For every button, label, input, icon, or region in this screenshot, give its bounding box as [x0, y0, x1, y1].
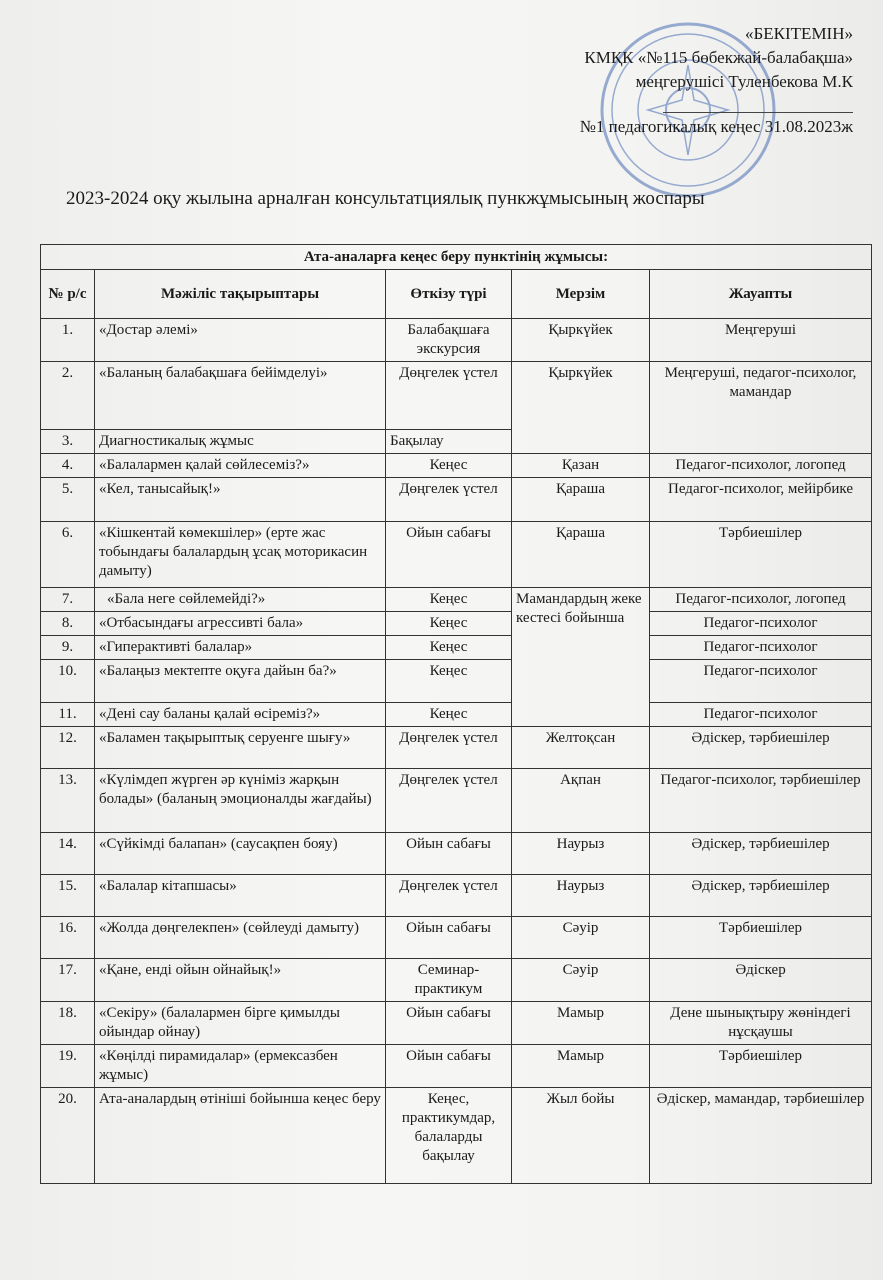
row-form: Ойын сабағы [386, 522, 512, 588]
row-form: Ойын сабағы [386, 1045, 512, 1088]
row-date: Сәуір [512, 959, 650, 1002]
row-responsible: Әдіскер, мамандар, тәрбиешілер [650, 1088, 872, 1184]
row-topic: «Бала неге сөйлемейді?» [95, 588, 386, 612]
row-num: 12. [41, 727, 95, 769]
table-row [41, 917, 872, 959]
row-responsible: Педагог-психолог, тәрбиешілер [650, 769, 872, 833]
col-header-responsible: Жауапты [650, 270, 872, 319]
row-responsible: Дене шынықтыру жөніндегі нұсқаушы [650, 1002, 872, 1045]
row-num: 2. [41, 362, 95, 430]
row-num: 15. [41, 875, 95, 917]
row-responsible: Меңгеруші, педагог-психолог, мамандар [650, 362, 872, 454]
row-form: Дөңгелек үстел [386, 769, 512, 833]
table-row [41, 727, 872, 769]
row-num: 18. [41, 1002, 95, 1045]
row-topic: «Отбасындағы агрессивті бала» [95, 612, 386, 636]
table-row [41, 769, 872, 833]
row-topic: «Балалармен қалай сөйлесеміз?» [95, 454, 386, 478]
row-responsible: Педагог-психолог [650, 612, 872, 636]
row-date: Қазан [512, 454, 650, 478]
approval-head-line: меңгерушісі Туленбекова М.К [635, 72, 853, 91]
row-num: 4. [41, 454, 95, 478]
row-form: Семинар-практикум [386, 959, 512, 1002]
row-date: Наурыз [512, 875, 650, 917]
row-num: 10. [41, 660, 95, 703]
col-header-num: № р/с [41, 270, 95, 319]
table-row [41, 703, 872, 727]
approval-heading: «БЕКІТЕМІН» [745, 24, 853, 43]
row-date: Ақпан [512, 769, 650, 833]
table-row [41, 588, 872, 612]
row-topic: «Балаңыз мектепте оқуға дайын ба?» [95, 660, 386, 703]
row-topic: Диагностикалық жұмыс [95, 430, 386, 454]
row-topic: «Қане, енді ойын ойнайық!» [95, 959, 386, 1002]
row-date: Қыркүйек [512, 319, 650, 362]
row-topic: «Гиперактивті балалар» [95, 636, 386, 660]
row-date: Мамыр [512, 1045, 650, 1088]
row-responsible: Әдіскер, тәрбиешілер [650, 727, 872, 769]
row-num: 3. [41, 430, 95, 454]
table-row [41, 833, 872, 875]
row-num: 1. [41, 319, 95, 362]
table-row [41, 1045, 872, 1088]
row-date: Қараша [512, 522, 650, 588]
row-responsible: Әдіскер, тәрбиешілер [650, 875, 872, 917]
document-title: 2023-2024 оқу жылына арналған консультатциялық пункжұмысының жоспары [66, 188, 705, 209]
row-responsible: Педагог-психолог [650, 703, 872, 727]
col-header-topic: Мәжіліс тақырыптары [95, 270, 386, 319]
row-responsible: Педагог-психолог [650, 660, 872, 703]
table-row [41, 1002, 872, 1045]
approval-council: №1 педагогикалық кеңес 31.08.2023ж [579, 117, 853, 136]
row-form: Ойын сабағы [386, 833, 512, 875]
row-date: Наурыз [512, 833, 650, 875]
table-row [41, 612, 872, 636]
row-responsible: Тәрбиешілер [650, 522, 872, 588]
row-responsible: Педагог-психолог [650, 636, 872, 660]
row-responsible: Әдіскер, тәрбиешілер [650, 833, 872, 875]
row-num: 11. [41, 703, 95, 727]
row-num: 16. [41, 917, 95, 959]
table-row [41, 660, 872, 703]
row-form: Кеңес [386, 454, 512, 478]
row-topic: «Кел, танысайық!» [95, 478, 386, 522]
row-topic: «Жолда дөңгелекпен» (сөйлеуді дамыту) [95, 917, 386, 959]
table-row [41, 362, 872, 430]
row-topic: «Кішкентай көмекшілер» (ерте жас тобындағы балалардың ұсақ моторикасин дамыту) [95, 522, 386, 588]
row-topic: «Баламен тақырыптық серуенге шығу» [95, 727, 386, 769]
row-form: Ойын сабағы [386, 917, 512, 959]
row-form: Бақылау [386, 430, 512, 454]
row-num: 20. [41, 1088, 95, 1184]
row-form: Кеңес [386, 588, 512, 612]
row-num: 8. [41, 612, 95, 636]
col-header-form: Өткізу түрі [386, 270, 512, 319]
table-row [41, 959, 872, 1002]
row-num: 17. [41, 959, 95, 1002]
row-topic: «Баланың балабақшаға бейімделуі» [95, 362, 386, 430]
row-responsible: Педагог-психолог, логопед [650, 454, 872, 478]
row-responsible: Педагог-психолог, мейірбике [650, 478, 872, 522]
row-date: Жыл бойы [512, 1088, 650, 1184]
table-row [41, 478, 872, 522]
row-topic: Ата-аналардың өтініші бойынша кеңес беру [95, 1088, 386, 1184]
row-topic: «Достар әлемі» [95, 319, 386, 362]
table-row [41, 636, 872, 660]
row-form: Балабақшаға экскурсия [386, 319, 512, 362]
signature-line [663, 94, 853, 113]
table-row [41, 319, 872, 362]
row-date: Қараша [512, 478, 650, 522]
table-row [41, 454, 872, 478]
row-form: Дөңгелек үстел [386, 362, 512, 430]
row-form: Ойын сабағы [386, 1002, 512, 1045]
row-date: Желтоқсан [512, 727, 650, 769]
table-row [41, 875, 872, 917]
row-topic: «Көңілді пирамидалар» (ермексазбен жұмыс) [95, 1045, 386, 1088]
approval-block [580, 22, 853, 139]
row-responsible: Әдіскер [650, 959, 872, 1002]
row-topic: «Сүйкімді балапан» (саусақпен бояу) [95, 833, 386, 875]
row-form: Дөңгелек үстел [386, 727, 512, 769]
row-num: 9. [41, 636, 95, 660]
row-topic: «Секіру» (балалармен бірге қимылды ойындар ойнау) [95, 1002, 386, 1045]
row-num: 13. [41, 769, 95, 833]
table-row [41, 1088, 872, 1184]
row-responsible: Педагог-психолог, логопед [650, 588, 872, 612]
row-form: Кеңес [386, 636, 512, 660]
approval-organization: КМҚК «№115 бөбекжай-балабақша» [584, 48, 853, 67]
table-caption: Ата-аналарға кеңес беру пунктінің жұмысы: [41, 245, 872, 270]
row-form: Кеңес [386, 660, 512, 703]
row-form: Кеңес [386, 703, 512, 727]
row-num: 19. [41, 1045, 95, 1088]
row-num: 6. [41, 522, 95, 588]
row-form: Кеңес, практикумдар, балаларды бақылау [386, 1088, 512, 1184]
row-num: 7. [41, 588, 95, 612]
row-topic: «Дені сау баланы қалай өсіреміз?» [95, 703, 386, 727]
row-date: Қыркүйек [512, 362, 650, 454]
row-responsible: Меңгеруші [650, 319, 872, 362]
row-responsible: Тәрбиешілер [650, 917, 872, 959]
row-form: Дөңгелек үстел [386, 875, 512, 917]
row-topic: «Күлімдеп жүрген әр күніміз жарқын болады» (баланың эмоционалды жағдайы) [95, 769, 386, 833]
table-row [41, 522, 872, 588]
col-header-date: Мерзім [512, 270, 650, 319]
row-responsible: Тәрбиешілер [650, 1045, 872, 1088]
row-date-specialists-schedule: Мамандардың жеке кестесі бойынша [512, 588, 650, 727]
table-header-row [41, 270, 872, 319]
row-form: Кеңес [386, 612, 512, 636]
row-num: 5. [41, 478, 95, 522]
consultation-plan-table [40, 244, 872, 1184]
row-form: Дөңгелек үстел [386, 478, 512, 522]
row-num: 14. [41, 833, 95, 875]
row-date: Мамыр [512, 1002, 650, 1045]
row-date: Сәуір [512, 917, 650, 959]
row-topic: «Балалар кітапшасы» [95, 875, 386, 917]
